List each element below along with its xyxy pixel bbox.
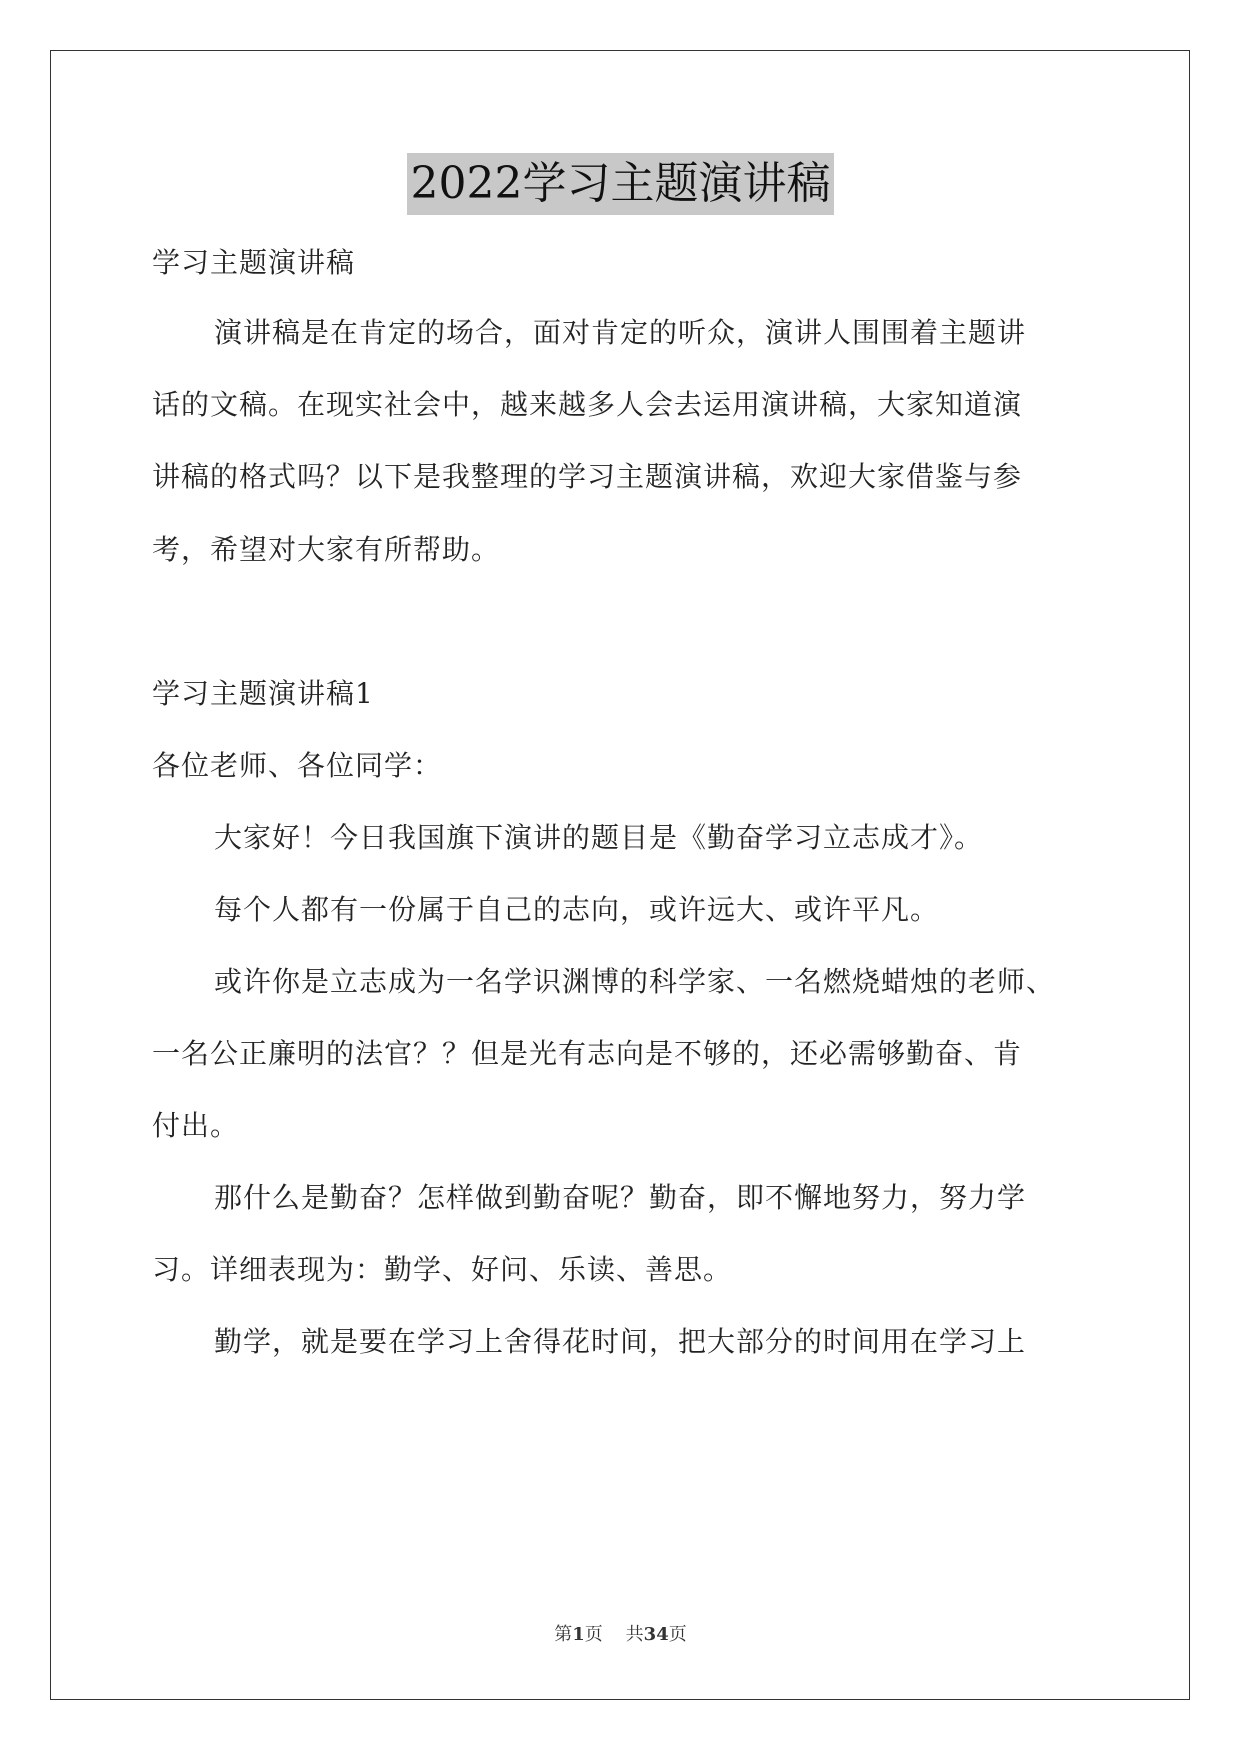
document-title: 2022学习主题演讲稿 — [407, 153, 835, 215]
paragraph-line: 讲稿的格式吗？以下是我整理的学习主题演讲稿，欢迎大家借鉴与参 — [152, 460, 1023, 493]
salutation: 各位老师、各位同学： — [152, 749, 443, 782]
page-border — [50, 50, 1190, 1700]
paragraph-line: 付出。 — [152, 1109, 240, 1142]
paragraph-line: 那什么是勤奋？怎样做到勤奋呢？勤奋，即不懈地努力，努力学 — [214, 1181, 1027, 1214]
paragraph-line: 考，希望对大家有所帮助。 — [152, 533, 501, 566]
paragraph-line: 习。详细表现为：勤学、好问、乐读、善思。 — [152, 1253, 733, 1286]
paragraph-line: 或许你是立志成为一名学识渊博的科学家、一名燃烧蜡烛的老师、 — [214, 965, 1056, 998]
current-page-number: 1 — [572, 1624, 585, 1645]
paragraph-line: 话的文稿。在现实社会中，越来越多人会去运用演讲稿，大家知道演 — [152, 388, 1023, 421]
paragraph-line: 一名公正廉明的法官？？但是光有志向是不够的，还必需够勤奋、肯 — [152, 1037, 1023, 1070]
paragraph-line: 演讲稿是在肯定的场合，面对肯定的听众，演讲人围围着主题讲 — [214, 316, 1027, 349]
paragraph-line: 勤学，就是要在学习上舍得花时间，把大部分的时间用在学习上 — [214, 1325, 1027, 1358]
paragraph-line: 每个人都有一份属于自己的志向，或许远大、或许平凡。 — [214, 893, 940, 926]
page-suffix: 页 — [584, 1624, 603, 1645]
paragraph-line: 大家好！今日我国旗下演讲的题目是《勤奋学习立志成才》。 — [214, 821, 984, 854]
title-wrapper — [0, 153, 1241, 215]
page-prefix: 第 — [554, 1624, 573, 1645]
page-footer — [0, 1620, 1241, 1646]
section-heading: 学习主题演讲稿 — [152, 246, 356, 279]
total-prefix: 共 — [625, 1624, 644, 1645]
section-heading: 学习主题演讲稿1 — [152, 677, 374, 710]
total-pages-number: 34 — [643, 1624, 669, 1645]
total-suffix: 页 — [668, 1624, 687, 1645]
